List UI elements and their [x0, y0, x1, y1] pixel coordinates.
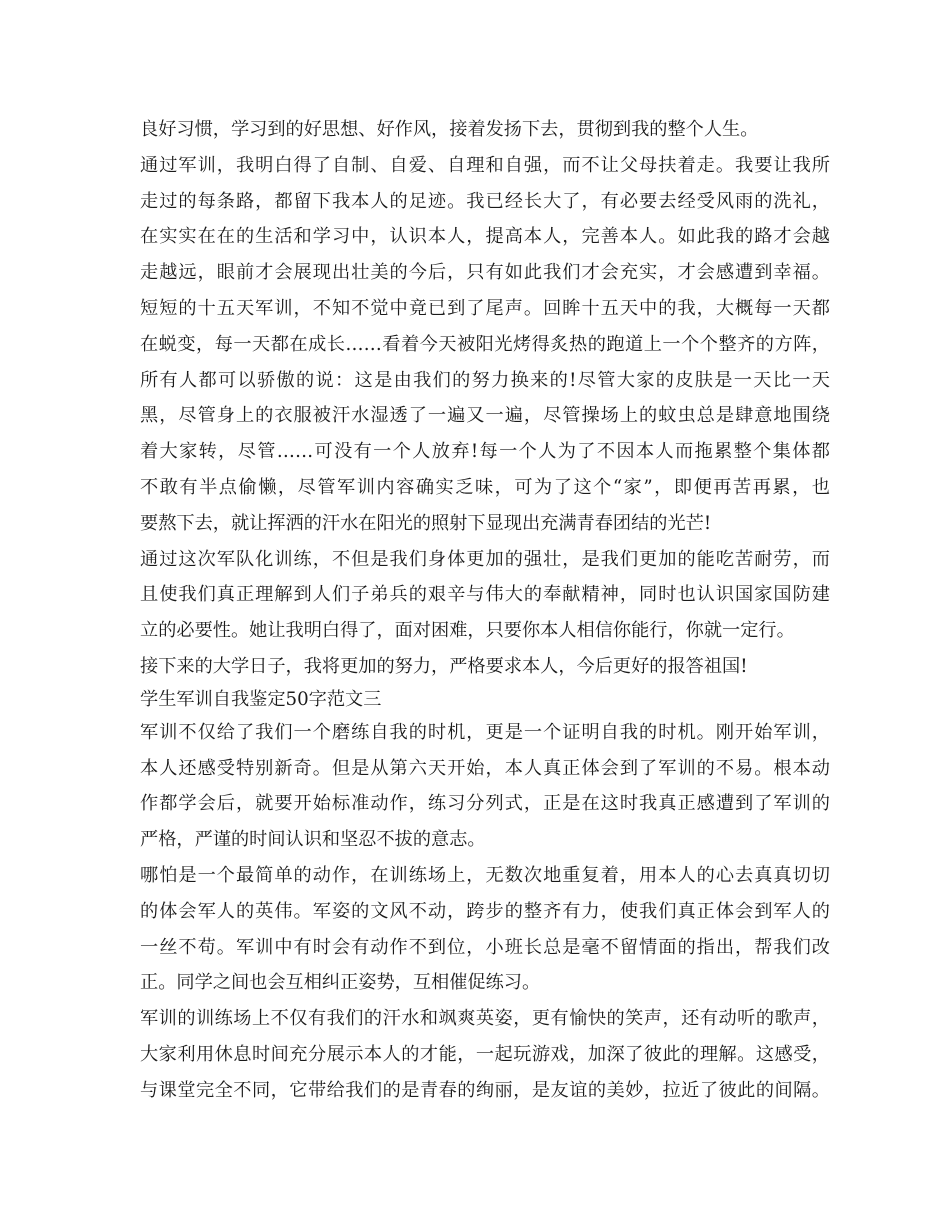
text-line: 良好习惯，学习到的好思想、好作风，接着发扬下去，贯彻到我的整个人生。 — [140, 119, 759, 140]
text-line: 在蜕变，每一天都在成长……看着今天被阳光烤得炙热的跑道上一个个整齐的方阵， — [140, 333, 830, 355]
text-line: 军训不仅给了我们一个磨练自我的时机，更是一个证明自我的时机。刚开始军训， — [140, 721, 830, 743]
document-body — [140, 112, 830, 1109]
text-line: 正。同学之间也会互相纠正姿势，互相催促练习。 — [140, 972, 541, 994]
text-line: 在实实在在的生活和学习中，认识本人，提高本人，完善本人。如此我的路才会越 — [140, 226, 830, 248]
text-line: 短短的十五天军训，不知不觉中竟已到了尾声。回眸十五天中的我，大概每一天都 — [140, 297, 830, 319]
text-line: 的体会军人的英伟。军姿的文风不动，跨步的整齐有力，使我们真正体会到军人的 — [140, 900, 830, 922]
text-line: 一丝不苟。军训中有时会有动作不到位，小班长总是毫不留情面的指出，帮我们改 — [140, 936, 830, 958]
text-line: 本人还感受特别新奇。但是从第六天开始，本人真正体会到了军训的不易。根本动 — [140, 757, 830, 779]
section-heading: 学生军训自我鉴定50字范文三 — [140, 688, 382, 710]
text-line: 要熬下去，就让挥洒的汗水在阳光的照射下显现出充满青春团结的光芒! — [140, 512, 712, 534]
text-line: 且使我们真正理解到人们子弟兵的艰辛与伟大的奉献精神，同时也认识国家国防建 — [140, 584, 830, 606]
text-line: 军训的训练场上不仅有我们的汗水和飒爽英姿，更有愉快的笑声，还有动听的歌声， — [140, 1008, 830, 1030]
text-line: 通过军训，我明白得了自制、自爱、自理和自强，而不让父母扶着走。我要让我所 — [140, 154, 830, 176]
text-line: 与课堂完全不同，它带给我们的是青春的绚丽，是友谊的美妙，拉近了彼此的间隔。 — [140, 1079, 830, 1101]
text-line: 哪怕是一个最简单的动作，在训练场上，无数次地重复着，用本人的心去真真切切 — [140, 864, 830, 886]
text-line: 作都学会后，就要开始标准动作，练习分列式，正是在这时我真正感遭到了军训的 — [140, 793, 830, 815]
text-line: 走过的每条路，都留下我本人的足迹。我已经长大了，有必要去经受风雨的洗礼， — [140, 190, 830, 212]
text-line: 所有人都可以骄傲的说：这是由我们的努力换来的!尽管大家的皮肤是一天比一天 — [140, 369, 830, 391]
text-line: 走越远，眼前才会展现出壮美的今后，只有如此我们才会充实，才会感遭到幸福。 — [140, 262, 830, 284]
text-line: 不敢有半点偷懒，尽管军训内容确实乏味，可为了这个“家”，即便再苦再累，也 — [140, 476, 830, 498]
text-line: 大家利用休息时间充分展示本人的才能，一起玩游戏，加深了彼此的理解。这感受， — [140, 1043, 830, 1065]
text-line: 通过这次军队化训练，不但是我们身体更加的强壮，是我们更加的能吃苦耐劳，而 — [140, 548, 830, 570]
text-line: 黑，尽管身上的衣服被汗水湿透了一遍又一遍，尽管操场上的蚊虫总是肆意地围绕 — [140, 405, 830, 427]
text-line: 着大家转，尽管……可没有一个人放弃!每一个人为了不因本人而拖累整个集体都 — [140, 441, 830, 463]
text-line: 接下来的大学日子，我将更加的努力，严格要求本人，今后更好的报答祖国! — [140, 655, 748, 677]
text-line: 立的必要性。她让我明白得了，面对困难，只要你本人相信你能行，你就一定行。 — [140, 620, 795, 642]
text-line: 严格，严谨的时间认识和坚忍不拔的意志。 — [140, 829, 486, 851]
